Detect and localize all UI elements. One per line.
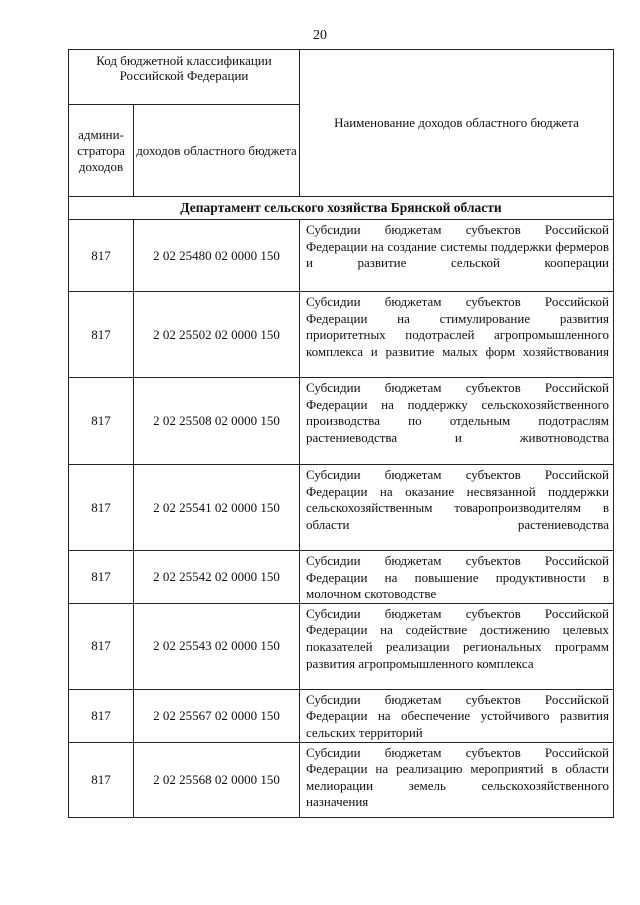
admin-code: 817 — [69, 220, 134, 292]
table-row — [69, 220, 614, 292]
table-row — [69, 603, 614, 689]
admin-code: 817 — [69, 378, 134, 465]
income-name: Субсидии бюджетам субъектов Российской Федерации на реализацию мероприятий в области мелиорации земель сельскохозяйственного назначения — [300, 742, 614, 817]
income-code: 2 02 25567 02 0000 150 — [134, 689, 300, 742]
admin-code: 817 — [69, 742, 134, 817]
header-income-column: доходов областного бюджета — [134, 105, 300, 197]
table-row — [69, 465, 614, 551]
admin-code: 817 — [69, 603, 134, 689]
header-name-column: Наименование доходов областного бюджета — [300, 50, 614, 197]
budget-classification-table — [68, 49, 614, 818]
admin-code: 817 — [69, 551, 134, 604]
income-name: Субсидии бюджетам субъектов Российской Федерации на обеспечение устойчивого развития сельских территорий — [300, 689, 614, 742]
page-number: 20 — [313, 28, 327, 43]
table-row — [69, 292, 614, 378]
table-row — [69, 689, 614, 742]
department-title: Департамент сельского хозяйства Брянской области — [69, 197, 614, 220]
income-name: Субсидии бюджетам субъектов Российской Федерации на стимулирование развития приоритетных подотраслей агропромышленного комплекса и развитие малых форм хозяйствования — [300, 292, 614, 378]
income-name: Субсидии бюджетам субъектов Российской Федерации на создание системы поддержки фермеров и развитие сельской кооперации — [300, 220, 614, 292]
income-code: 2 02 25502 02 0000 150 — [134, 292, 300, 378]
income-name: Субсидии бюджетам субъектов Российской Федерации на содействие достижению целевых показателей реализации региональных программ развития агропромышленного комплекса — [300, 603, 614, 689]
income-code: 2 02 25541 02 0000 150 — [134, 465, 300, 551]
income-name: Субсидии бюджетам субъектов Российской Федерации на поддержку сельскохозяйственного производства по отдельным подотраслям растениеводства и животноводства — [300, 378, 614, 465]
income-name: Субсидии бюджетам субъектов Российской Федерации на повышение продуктивности в молочном скотоводстве — [300, 551, 614, 604]
income-code: 2 02 25568 02 0000 150 — [134, 742, 300, 817]
table-row — [69, 378, 614, 465]
table-row — [69, 742, 614, 817]
header-code-group: Код бюджетной классификации Российской Федерации — [69, 50, 300, 105]
admin-code: 817 — [69, 292, 134, 378]
income-code: 2 02 25480 02 0000 150 — [134, 220, 300, 292]
income-code: 2 02 25543 02 0000 150 — [134, 603, 300, 689]
admin-code: 817 — [69, 465, 134, 551]
table-row — [69, 551, 614, 604]
header-admin-column: админи-стратора доходов — [69, 105, 134, 197]
income-code: 2 02 25508 02 0000 150 — [134, 378, 300, 465]
admin-code: 817 — [69, 689, 134, 742]
income-name: Субсидии бюджетам субъектов Российской Федерации на оказание несвязанной поддержки сельскохозяйственным товаропроизводителям в области растениеводства — [300, 465, 614, 551]
income-code: 2 02 25542 02 0000 150 — [134, 551, 300, 604]
